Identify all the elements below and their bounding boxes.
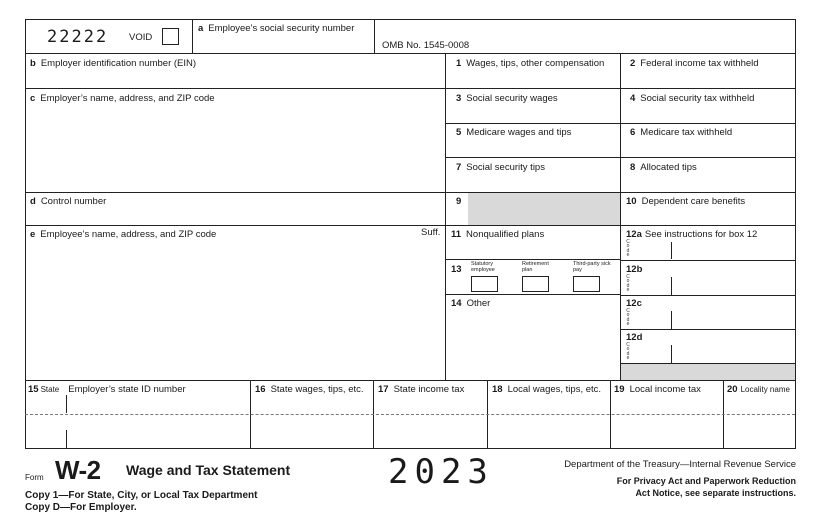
statutory-employee-label: Statutory employee bbox=[471, 261, 495, 273]
box-19-label: 19 Local income tax bbox=[614, 384, 701, 395]
box-2-label: 2 Federal income tax withheld bbox=[630, 58, 759, 69]
box-d-label: d Control number bbox=[30, 196, 107, 207]
box-12b-label: 12b bbox=[626, 264, 643, 275]
divider bbox=[66, 430, 67, 448]
border-top bbox=[25, 19, 796, 20]
form-word: Form bbox=[25, 473, 44, 482]
box-3-label: 3 Social security wages bbox=[456, 93, 558, 104]
divider bbox=[445, 259, 621, 260]
suffix-label: Suff. bbox=[421, 227, 441, 238]
code-label: C o d e bbox=[626, 342, 630, 362]
copy-1-text: Copy 1—For State, City, or Local Tax Department bbox=[25, 490, 258, 501]
department-text: Department of the Treasury—Internal Revenue Service bbox=[564, 459, 796, 470]
box-15-label: 15 State Employer’s state ID number bbox=[28, 384, 186, 395]
statutory-employee-checkbox[interactable] bbox=[471, 276, 498, 292]
divider bbox=[620, 295, 796, 296]
divider bbox=[671, 345, 672, 363]
form-title: Wage and Tax Statement bbox=[126, 462, 291, 478]
border-bottom bbox=[25, 448, 796, 449]
divider bbox=[445, 53, 446, 380]
copy-d-text: Copy D—For Employer. bbox=[25, 502, 137, 513]
divider bbox=[671, 242, 672, 259]
divider bbox=[445, 88, 796, 89]
divider bbox=[192, 19, 193, 53]
w2-form bbox=[25, 19, 796, 449]
box-9-label: 9 bbox=[456, 196, 462, 207]
box-12a-label: 12a See instructions for box 12 bbox=[626, 229, 758, 240]
divider bbox=[671, 277, 672, 295]
third-party-sick-pay-checkbox[interactable] bbox=[573, 276, 600, 292]
code-label: C o d e bbox=[626, 308, 630, 328]
code-label: C o d e bbox=[626, 274, 630, 294]
divider bbox=[25, 88, 446, 89]
box12-shaded bbox=[621, 364, 795, 380]
box-12d-label: 12d bbox=[626, 332, 643, 343]
box-c-label: c Employer’s name, address, and ZIP code bbox=[30, 93, 215, 104]
box-17-label: 17 State income tax bbox=[378, 384, 465, 395]
divider bbox=[445, 225, 796, 226]
box-b-label: b Employer identification number (EIN) bbox=[30, 58, 197, 69]
divider bbox=[25, 225, 446, 226]
box-20-label: 20 Locality name bbox=[727, 384, 790, 395]
box-18-label: 18 Local wages, tips, etc. bbox=[492, 384, 602, 395]
divider bbox=[620, 53, 621, 380]
border-left bbox=[25, 19, 26, 449]
box-13-label: 13 bbox=[451, 264, 462, 275]
box-8-label: 8 Allocated tips bbox=[630, 162, 697, 173]
divider bbox=[25, 380, 796, 381]
box-6-label: 6 Medicare tax withheld bbox=[630, 127, 733, 138]
divider bbox=[445, 123, 796, 124]
void-label: VOID bbox=[129, 32, 153, 43]
void-checkbox[interactable] bbox=[162, 28, 179, 45]
box-14-label: 14 Other bbox=[451, 298, 491, 309]
border-right bbox=[795, 19, 796, 449]
box-10-label: 10 Dependent care benefits bbox=[626, 196, 746, 207]
divider bbox=[445, 157, 796, 158]
divider bbox=[66, 395, 67, 413]
box-a-label: a Employee’s social security number bbox=[198, 23, 355, 34]
box-1-label: 1 Wages, tips, other compensation bbox=[456, 58, 605, 69]
tax-year: 2023 bbox=[388, 452, 494, 492]
divider bbox=[25, 53, 796, 54]
divider bbox=[620, 329, 796, 330]
privacy-notice-line2: Act Notice, see separate instructions. bbox=[635, 488, 796, 498]
box-16-label: 16 State wages, tips, etc. bbox=[255, 384, 364, 395]
code-label: C o d e bbox=[626, 239, 630, 259]
form-name: W-2 bbox=[55, 455, 101, 485]
box-4-label: 4 Social security tax withheld bbox=[630, 93, 755, 104]
dashed-divider bbox=[25, 414, 795, 415]
divider bbox=[25, 192, 446, 193]
divider bbox=[374, 19, 375, 53]
divider bbox=[445, 294, 621, 295]
box-5-label: 5 Medicare wages and tips bbox=[456, 127, 572, 138]
box-11-label: 11 Nonqualified plans bbox=[451, 229, 545, 240]
omb-number: OMB No. 1545-0008 bbox=[382, 40, 470, 51]
divider bbox=[620, 260, 796, 261]
box-7-label: 7 Social security tips bbox=[456, 162, 545, 173]
third-party-sick-pay-label: Third-party sick pay bbox=[573, 261, 611, 273]
retirement-plan-checkbox[interactable] bbox=[522, 276, 549, 292]
retirement-plan-label: Retirement plan bbox=[522, 261, 549, 273]
form-code: 22222 bbox=[47, 27, 109, 47]
box9-shaded bbox=[468, 193, 620, 225]
box-e-label: e Employee’s name, address, and ZIP code bbox=[30, 229, 217, 240]
divider bbox=[671, 311, 672, 329]
box-12c-label: 12c bbox=[626, 298, 642, 309]
privacy-notice-line1: For Privacy Act and Paperwork Reduction bbox=[616, 476, 796, 486]
